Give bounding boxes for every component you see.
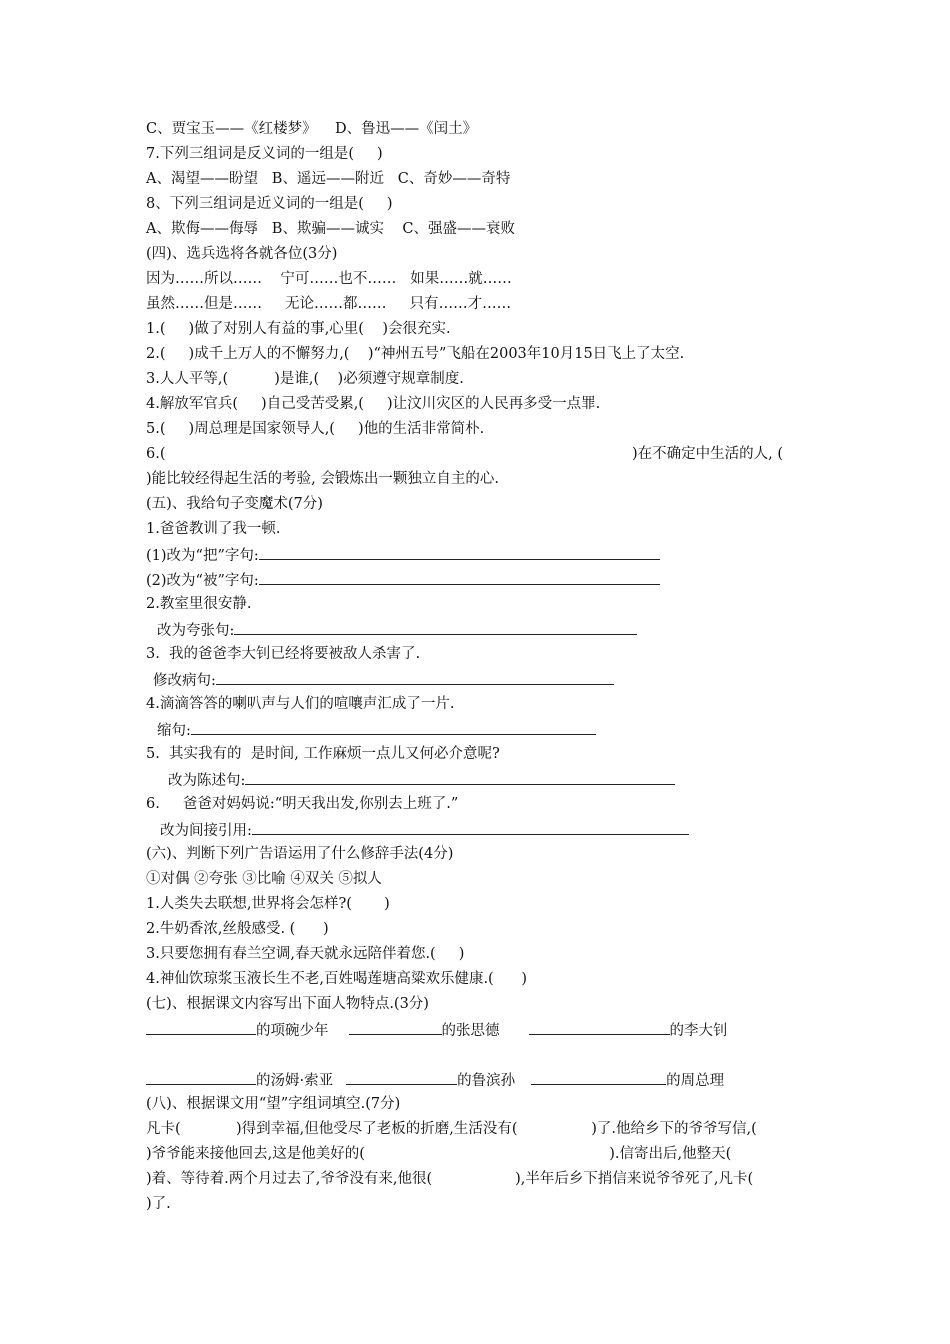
shorten-answer-line[interactable] (191, 720, 596, 735)
declarative-label: 改为陈述句: (168, 773, 246, 789)
question-7-options: A、渴望——盼望 B、遥远——附近 C、奇妙——奇特 (146, 171, 511, 187)
declarative-answer-line[interactable] (245, 770, 675, 785)
character-2-label: 的张思德 (441, 1023, 500, 1039)
correction-answer-line[interactable] (216, 670, 614, 685)
indirect-quote-answer-line[interactable] (252, 820, 689, 835)
character-5-label: 的鲁滨孙 (457, 1073, 516, 1089)
conjunction-list-1: 因为……所以…… 宁可……也不…… 如果……就…… (146, 271, 512, 287)
paragraph-line-3: )着、等待着.两个月过去了,爷爷没有来,他很( ),半年后乡下捎信来说爷爷死了,凡卡( (146, 1171, 754, 1187)
section-5-heading: (五)、我给句子变魔术(7分) (146, 496, 323, 512)
ba-sentence-label: (1)改为“把”字句: (146, 548, 259, 564)
character-4-label: 的汤姆·索亚 (256, 1073, 334, 1089)
exaggeration-label: 改为夸张句: (157, 623, 235, 639)
question-8-options: A、欺侮——侮辱 B、欺骗——诚实 C、强盛——衰败 (146, 221, 515, 237)
section-6-heading: (六)、判断下列广告语运用了什么修辞手法(4分) (146, 846, 454, 862)
rhetoric-options: ①对偶 ②夸张 ③比喻 ④双关 ⑤拟人 (146, 871, 382, 887)
declarative-prompt (168, 770, 675, 790)
trait-blank-1[interactable] (146, 1020, 256, 1035)
trait-blank-4[interactable] (146, 1070, 256, 1085)
indirect-quote-prompt (160, 820, 689, 840)
sentence-6: 6. 爸爸对妈妈说:“明天我出发,你别去上班了.” (146, 796, 459, 812)
ba-sentence-prompt (146, 545, 660, 565)
sentence-5: 5. 其实我有的 是时间, 工作麻烦一点儿又何必介意呢? (146, 746, 500, 762)
ad-item-4: 4.神仙饮琼浆玉液长生不老,百姓喝莲塘高粱欢乐健康.( ) (146, 971, 528, 987)
character-3-label: 的李大钊 (669, 1023, 728, 1039)
sentence-1: 1.爸爸教训了我一顿. (146, 521, 281, 537)
question-8: 8、下列三组词是近义词的一组是( ) (146, 196, 393, 212)
sentence-4: 4.滴滴答答的喇叭声与人们的喧嚷声汇成了一片. (146, 696, 455, 712)
ad-item-2: 2.牛奶香浓,丝般感受. ( ) (146, 921, 329, 937)
trait-blank-5[interactable] (346, 1070, 457, 1085)
fill-item-2: 2.( )成千上万人的不懈努力,( )“神州五号”飞船在2003年10月15日飞上了太空. (146, 346, 685, 362)
sentence-2: 2.教室里很安静. (146, 596, 252, 612)
fill-item-1: 1.( )做了对别人有益的事,心里( )会很充实. (146, 321, 451, 337)
ad-item-1: 1.人类失去联想,世界将会怎样?( ) (146, 896, 390, 912)
paragraph-line-2: )爷爷能来接他回去,这是他美好的( ).信寄出后,他整天( (146, 1146, 732, 1162)
conjunction-list-2: 虽然……但是…… 无论……都…… 只有……才…… (146, 296, 512, 312)
section-4-heading: (四)、选兵选将各就各位(3分) (146, 246, 338, 262)
indirect-quote-label: 改为间接引用: (160, 823, 252, 839)
shorten-label: 缩句: (157, 723, 191, 739)
fill-item-5: 5.( )周总理是国家领导人,( )他的生活非常简朴. (146, 421, 485, 437)
sentence-3: 3. 我的爸爸李大钊已经将要被敌人杀害了. (146, 646, 421, 662)
trait-blank-6[interactable] (531, 1070, 666, 1085)
fill-item-6-mid: )在不确定中生活的人, ( (632, 446, 784, 462)
correction-prompt (153, 670, 614, 690)
bei-sentence-prompt (146, 570, 660, 590)
character-row-1 (146, 1020, 728, 1040)
bei-sentence-answer-line[interactable] (259, 570, 660, 585)
trait-blank-2[interactable] (349, 1020, 442, 1035)
fill-item-4: 4.解放军官兵( )自己受苦受累,( )让汶川灾区的人民再多受一点罪. (146, 396, 601, 412)
exaggeration-prompt (157, 620, 637, 640)
exaggeration-answer-line[interactable] (234, 620, 637, 635)
fill-item-6-end: )能比较经得起生活的考验, 会锻炼出一颗独立自主的心. (146, 471, 499, 487)
correction-label: 修改病句: (153, 673, 216, 689)
trait-blank-3[interactable] (529, 1020, 670, 1035)
bei-sentence-label: (2)改为“被”字句: (146, 573, 259, 589)
question-7: 7.下列三组词是反义词的一组是( ) (146, 146, 383, 162)
shorten-prompt (157, 720, 596, 740)
section-7-heading: (七)、根据课文内容写出下面人物特点.(3分) (146, 996, 429, 1012)
paragraph-line-1: 凡卡( )得到幸福,但他受尽了老板的折磨,生活没有( )了.他给乡下的爷爷写信,( (146, 1121, 757, 1137)
option-line-c-d: C、贾宝玉——《红楼梦》 D、鲁迅——《闰土》 (146, 121, 478, 137)
fill-item-3: 3.人人平等,( )是谁,( )必须遵守规章制度. (146, 371, 464, 387)
ad-item-3: 3.只要您拥有春兰空调,春天就永远陪伴着您.( ) (146, 946, 465, 962)
section-8-heading: (八)、根据课文用“望”字组词填空.(7分) (146, 1096, 401, 1112)
character-6-label: 的周总理 (666, 1073, 725, 1089)
character-1-label: 的项碗少年 (256, 1023, 329, 1039)
fill-item-6-start: 6.( (146, 446, 166, 462)
paragraph-line-4: )了. (146, 1196, 171, 1212)
ba-sentence-answer-line[interactable] (259, 545, 660, 560)
character-row-2 (146, 1070, 724, 1090)
